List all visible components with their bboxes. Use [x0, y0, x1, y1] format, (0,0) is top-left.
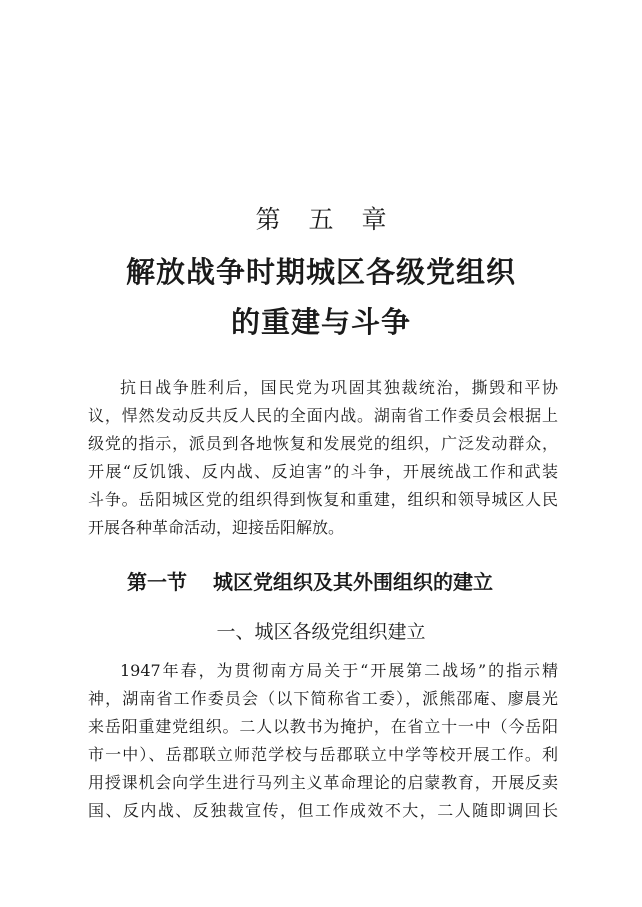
- chapter-title-line-1: 解放战争时期城区各级党组织: [125, 255, 516, 289]
- chapter-title-line-2: 的重建与斗争: [230, 305, 411, 339]
- body-line: 神，湖南省工作委员会（以下简称省工委），派熊邵庵、廖晨光: [88, 689, 558, 708]
- subsection-heading: 一、城区各级党组织建立: [216, 621, 426, 643]
- intro-paragraph: [88, 374, 558, 542]
- intro-line: 开展各种革命活动，迎接岳阳解放。: [88, 518, 345, 537]
- chapter-label: 第 五 章: [255, 205, 397, 234]
- section-heading: [127, 566, 493, 595]
- intro-line: 斗争。岳阳城区党的组织得到恢复和重建，组织和领导城区人民: [88, 490, 558, 509]
- section-number: 第一节: [127, 570, 187, 594]
- body-line: 用授课机会向学生进行马列主义革命理论的启蒙教育，开展反卖: [88, 773, 558, 792]
- body-line: 国、反内战、反独裁宣传，但工作成效不大，二人随即调回长: [88, 801, 558, 820]
- body-line: 市一中）、岳郡联立师范学校与岳郡联立中学等校开展工作。利: [88, 745, 558, 764]
- intro-line: 议，悍然发动反共反人民的全面内战。湖南省工作委员会根据上: [88, 406, 558, 425]
- intro-line: 级党的指示，派员到各地恢复和发展党的组织，广泛发动群众，: [88, 434, 558, 453]
- intro-line: 抗日战争胜利后，国民党为巩固其独裁统治，撕毁和平协: [120, 378, 558, 397]
- body-line: 1947年春，为贯彻南方局关于“开展第二战场”的指示精: [120, 661, 558, 680]
- intro-line: 开展“反饥饿、反内战、反迫害”的斗争，开展统战工作和武装: [88, 462, 558, 481]
- body-line: 来岳阳重建党组织。二人以教书为掩护，在省立十一中（今岳阳: [88, 717, 558, 736]
- body-paragraph: [88, 657, 558, 825]
- section-title: 城区党组织及其外围组织的建立: [213, 570, 493, 594]
